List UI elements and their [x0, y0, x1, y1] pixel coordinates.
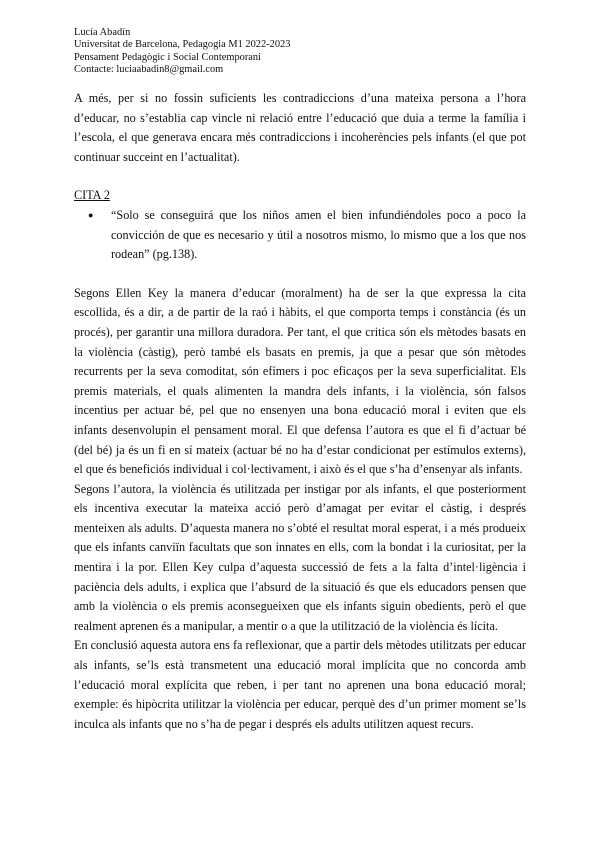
quote-bullet: [74, 206, 526, 265]
quote-text: “Solo se conseguirá que los niños amen el bien infundiéndoles poco a poco la convicción de que es necesario y útil a nosotros mismo, lo mismo que a los que nos rodean” (pg.138).: [111, 207, 526, 262]
bullet-dot-icon: ●: [88, 209, 94, 220]
contact-info: Contacte: luciaabadin8@gmail.com: [74, 64, 224, 76]
paragraph-3: En conclusió aquesta autora ens fa reflexionar, que a partir dels mètodes utilitzats per educar als infants, se’ls està transmetent una educació moral implícita que no concorda amb l’educació moral explícita que reben, i per tant no aprenen una bona educació moral; exemple: és hipòcrita utilitzar la violència per educar, perquè des d’un primer moment se’ls inculca als infants que no s’ha de pegar i després els adults utilitzen aquest recurs.: [74, 638, 526, 731]
cita-heading: CITA 2: [74, 188, 110, 203]
author-name: Lucía Abadín: [74, 27, 131, 38]
subject-name: Pensament Pedagògic i Social Contemporani: [74, 51, 261, 63]
document-header: [74, 27, 290, 77]
document-body: [74, 89, 526, 734]
intro-paragraph: A més, per si no fossin suficients les contradiccions d’una mateixa persona a l’hora d’educar, no s’establia cap vincle ni relació entre l’educació que duia a terme la família i l’escola, el que generava encara més contradiccions i incoherències pels infants (el que pot continuar succeint en l’actualitat).: [74, 91, 526, 164]
course-info: Universitat de Barcelona, Pedagogia M1 2022-2023: [74, 39, 291, 51]
paragraph-1: Segons Ellen Key la manera d’educar (moralment) ha de ser la que expressa la cita escollida, és a dir, a de partir de la raó i hàbits, el que comporta temps i constància (és un procés), per garantir una millora duradora. Per tant, el que critica són els mètodes basats en la violència (càstig), però també els basats en premis, ja que a pesar que són mètodes recurrents per la seva comoditat, són efímers i poc eficaços per la seva superficialitat. Els premis materials, el quals alimenten la mandra dels infants, i la violència, són falsos incentius per actuar bé, pel que no ensenyen una bona educació moral i eviten que els infants desenvolupin el pensament moral. El que defensa l’autora es que el fi d’actuar bé (del bé) ja és un fi en sí mateix (actuar bé no ha d’estar condicionat per estímulos externs), el que és beneficiós individual i col·lectivament, i això és el que s’ha d’ensenyar als infants.: [74, 285, 526, 477]
paragraph-2: Segons l’autora, la violència és utilitzada per instigar por als infants, el que posteriorment els incentiva executar la mateixa acció però d’amagat per evitar el càstig, i després menteixen als adults. D’aquesta manera no s’obté el resultat moral esperat, i a més produeix que els infants canviïn facultats que son innates en ells, com la bondat i la curiositat, per la mentira i la por. Ellen Key culpa d’aquesta successió de fets a la falta d’intel·ligència i paciència dels adults, i explica que l’absurd de la situació és que els educadors pensen que amb la violència o els premis aconsegueixen que els infants siguin obedients, però el que realment aprenen és a manipular, a mentir o a que la utilització de la violència és lícita.: [74, 481, 526, 633]
